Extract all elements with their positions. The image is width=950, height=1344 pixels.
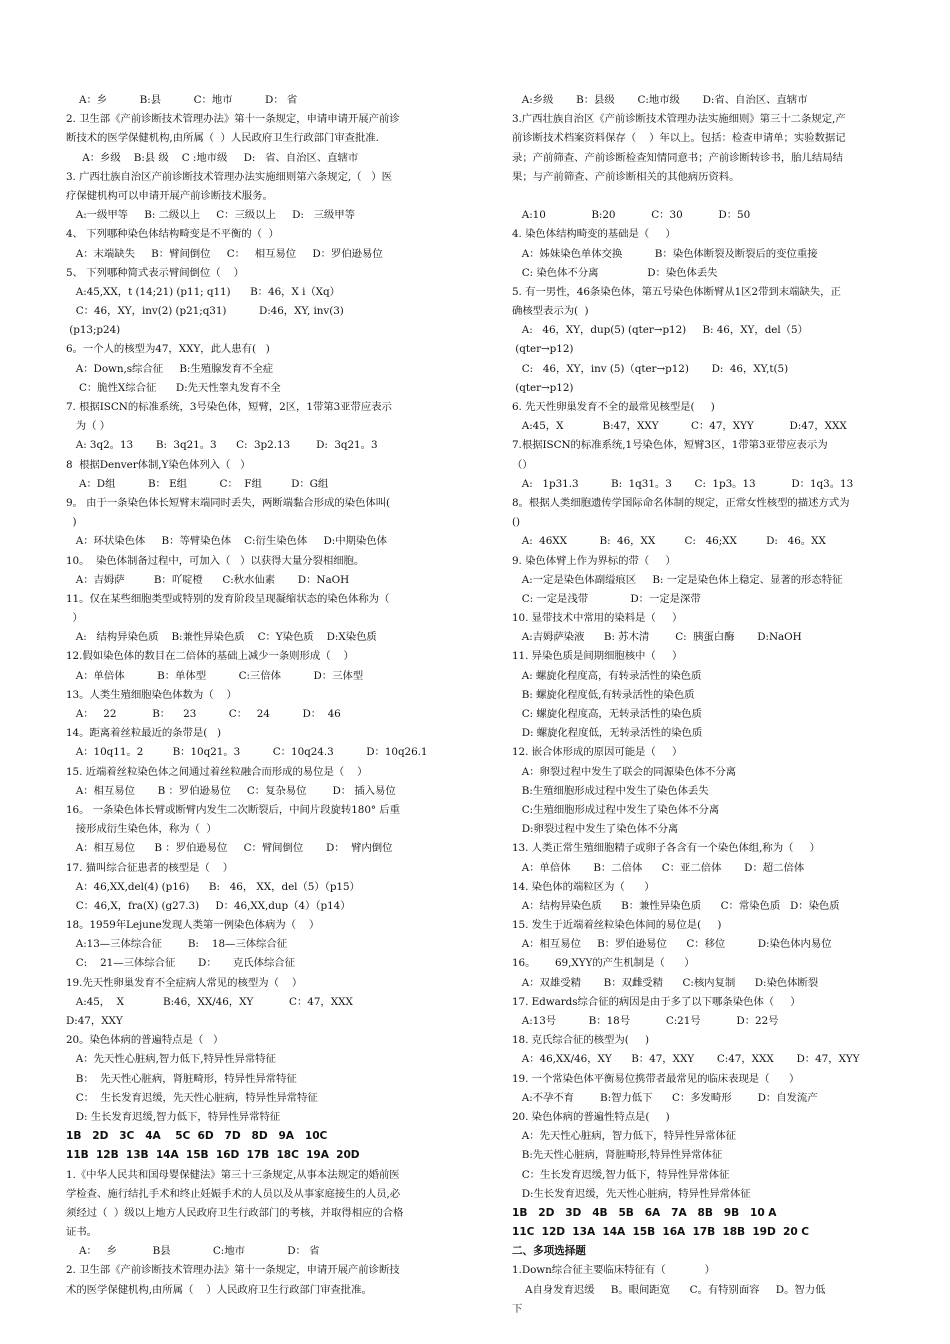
text-line: A：10q11。2 B：10q21。3 C：10q24.3 D：10q26.1 [66, 746, 428, 759]
text-line: C: 染色体不分离 D：染色体丢失 [512, 266, 718, 279]
text-line: 前诊断技术档案资料保存（ ）年以上。包括：检查申请单；实验数据记 [512, 132, 846, 145]
text-line: 12. 嵌合体形成的原因可能是（ ） [512, 746, 683, 759]
text-line: A:一定是染色体副缢痕区 B: 一定是染色体上稳定、显著的形态特征 [512, 573, 843, 586]
text-line: C： 生长发育迟缓，先天性心脏病，特异性异常特征 [66, 1091, 318, 1104]
text-line: 9. 染色体臂上作为界标的带（ ） [512, 554, 676, 567]
text-line: D:生长发育迟缓，先天性心脏病，特异性异常体征 [512, 1187, 751, 1200]
text-line: A：46,XX/46，XY B：47，XXY C:47，XXX D：47，XYY [512, 1053, 860, 1066]
text-line: B: 螺旋化程度低,有转录活性的染色质 [512, 688, 695, 701]
text-line: A：单倍体 B：单体型 C:三倍体 D：三体型 [66, 669, 364, 682]
text-line: 13。人类生殖细胞染色体数为（ ） [66, 688, 237, 701]
text-line: A：46,XX,del(4) (p16) B: 46， XX，del（5）（p15） [66, 880, 360, 893]
text-line: C：生长发育迟缓,智力低下，特异性异常体征 [512, 1168, 730, 1181]
text-line: A: 1p31.3 B: 1q31。3 C: 1p3。13 D：1q3。13 [512, 477, 854, 490]
text-line: 11。仅在某些细胞类型或特别的发育阶段呈现凝缩状态的染色体称为（ [66, 592, 390, 605]
text-line: A: 3q2。13 B: 3q21。3 C: 3p2.13 D: 3q21。3 [66, 439, 378, 452]
text-line: 8 根据Denver体制,Y染色体列入（ ） [66, 458, 251, 471]
text-line: A: 结构异染色质 B:兼性异染色质 C：Y染色质 D:X染色质 [66, 631, 377, 644]
text-line: 20。染色体病的普遍特点是（ ） [66, 1034, 224, 1047]
text-line: 8。根据人类细胞遗传学国际命名体制的规定，正常女性核型的描述方式为 [512, 496, 850, 509]
text-line: 14。距离着丝粒最近的条带是( ) [66, 727, 221, 740]
text-line: ) [66, 516, 77, 529]
text-line: A：双雄受精 B：双雌受精 C:核内复制 D:染色体断裂 [512, 976, 819, 989]
text-line: 13. 人类正常生殖细胞精子或卵子各含有一个染色体组,称为（ ） [512, 842, 820, 855]
text-line: A：乡级 B:县 级 C :地市级 D: 省、自治区、直辖市 [66, 151, 359, 164]
text-line: () [512, 516, 521, 529]
text-line: B:先天性心脏病，肾脏畸形,特异性异常体征 [512, 1149, 723, 1162]
text-line: A: 46XX B: 46，XX C: 46;XX D: 46。XX [512, 535, 826, 548]
text-line: 19.先天性卵巢发育不全症病人常见的核型为（ ） [66, 976, 303, 989]
text-line: D:卵裂过程中发生了染色体不分离 [512, 823, 679, 836]
text-line: (qter→p12) [512, 381, 574, 394]
text-line: C：脆性X综合征 D:先天性睾丸发育不全 [66, 381, 281, 394]
text-line: A：Down,s综合征 B:生殖腺发育不全症 [66, 362, 274, 375]
text-line: 二、多项选择题 [512, 1245, 586, 1258]
text-line: 须经过（ ）级以上地方人民政府卫生行政部门的考核，并取得相应的合格 [66, 1206, 404, 1219]
text-line: 学检查、施行结扎手术和终止妊娠手术的人员以及从事家庭接生的人员,必 [66, 1187, 401, 1200]
text-line: 7.根据ISCN的标准系统,1号染色体，短臂3区，1带第3亚带应表示为 [512, 439, 828, 452]
text-line: 19. 一个常染色体平衡易位携带者最常见的临床表现是（ ） [512, 1072, 800, 1085]
text-line: A：相互易位 B ：罗伯逊易位 C：复杂易位 D： 插入易位 [66, 784, 396, 797]
text-line: B:生殖细胞形成过程中发生了染色体丢失 [512, 784, 709, 797]
text-line: 14. 染色体的端粒区为（ ） [512, 880, 655, 893]
text-line: A：吉姆萨 B：吖啶橙 C:秋水仙素 D：NaOH [66, 573, 350, 586]
text-line: 2. 卫生部《产前诊断技术管理办法》第十一条规定，申请开展产前诊断技 [66, 1264, 400, 1277]
text-line: 20. 染色体病的普遍性特点是( ) [512, 1110, 670, 1123]
text-line: C: 螺旋化程度高，无转录活性的染色质 [512, 708, 702, 720]
text-line: 7. 根据ISCN的标准系统，3号染色体，短臂，2区，1带第3亚带应表示 [66, 401, 392, 413]
text-line: 4. 染色体结构畸变的基础是（ ） [512, 228, 676, 241]
text-line: C：46,X，fra(X) (g27.3) D：46,XX,dup（4）（p14） [66, 899, 351, 912]
text-line: 2. 卫生部《产前诊断技术管理办法》第十一条规定，申请申请开展产前诊 [66, 113, 400, 126]
right-column [512, 91, 912, 1319]
text-line: A： 22 B： 23 C： 24 D： 46 [66, 708, 341, 720]
text-line: A：卵裂过程中发生了联会的同源染色体不分离 [512, 765, 737, 778]
text-line: 证书。 [66, 1226, 98, 1239]
text-line: 17. 猫叫综合征患者的核型是（ ） [66, 861, 234, 874]
text-line: 15. 发生于近端着丝粒染色体间的易位是( ) [512, 919, 722, 932]
text-line: C: 46，XY，inv (5)（qter→p12) D: 46，XY,t(5) [512, 362, 789, 375]
text-line: A:45,XX，t (14;21) (p11; q11) B：46，X i（Xq） [66, 285, 340, 298]
text-line: A:一级甲等 B: 二级以上 C：三级以上 D: 三级甲等 [66, 209, 355, 222]
text-line: 下 [512, 1302, 523, 1315]
text-line: D: 生长发育迟缓,智力低下，特异性异常特征 [66, 1110, 281, 1123]
text-line: 果；与产前筛查、产前诊断相关的其他病历资料。 [512, 170, 740, 183]
text-line: 11B 12B 13B 14A 15B 16D 17B 18C 19A 20D [66, 1149, 360, 1162]
text-line: 18. 克氏综合征的核型为( ) [512, 1034, 649, 1047]
text-line: C:生殖细胞形成过程中发生了染色体不分离 [512, 803, 720, 816]
text-line: A：结构异染色质 B：兼性异染色质 C：常染色质 D：染色质 [512, 899, 840, 912]
text-line: C: 21—三体综合征 D： 克氏体综合征 [66, 957, 295, 970]
text-line: (qter→p12) [512, 343, 574, 356]
text-line [512, 187, 912, 206]
text-line: 1B 2D 3C 4A 5C 6D 7D 8D 9A 10C [66, 1130, 328, 1143]
text-line: 断技术的医学保健机构,由所属（ ）人民政府卫生行政部门审查批准. [66, 132, 379, 145]
text-line: A：先天性心脏病，智力低下，特异性异常体征 [512, 1130, 737, 1143]
text-line: 6. 先天性卵巢发育不全的最常见核型是( ) [512, 401, 715, 413]
text-line: 17. Edwards综合征的病因是由于多了以下哪条染色体（ ） [512, 995, 801, 1008]
text-line: A：环状染色体 B：等臂染色体 C:衍生染色体 D:中期染色体 [66, 535, 387, 548]
text-line: A:45，X B:47，XXY C：47，XYY D:47，XXX [512, 420, 847, 433]
text-line: A: 螺旋化程度高，有转录活性的染色质 [512, 669, 702, 682]
text-line: （） [512, 458, 533, 471]
text-line: A自身发育迟缓 B。眼间距宽 C。有特别面容 D。智力低 [512, 1283, 826, 1296]
text-line: C: 一定是浅带 D：一定是深带 [512, 592, 701, 605]
text-line: C：46，XY，inv(2) (p21;q31) D:46，XY, inv(3) [66, 305, 344, 318]
text-line: A：D组 B： E组 C： F组 D：G组 [66, 477, 329, 490]
text-line: 确核型表示为( ) [512, 305, 589, 318]
text-line: A:乡级 B：县级 C:地市级 D:省、自治区、直辖市 [512, 94, 808, 106]
left-column [66, 91, 466, 1300]
text-line: 疗保健机构可以申请开展产前诊断技术服务。 [66, 189, 273, 202]
text-line: A:13号 B：18号 C:21号 D：22号 [512, 1015, 779, 1027]
text-line: A：相互易位 B：罗伯逊易位 C：移位 D:染色体内易位 [512, 938, 832, 951]
text-line: 16。 69,XYY的产生机制是（ ） [512, 957, 695, 970]
text-line: 9。 由于一条染色体长短臂末端同时丢失，两断端黏合形成的染色体叫( [66, 496, 391, 509]
text-line: D:47，XXY [66, 1015, 123, 1027]
text-line: 5. 有一男性，46条染色体，第五号染色体断臂从1区2带到末端缺失，正 [512, 285, 841, 298]
text-line: 3. 广西壮族自治区产前诊断技术管理办法实施细则第六条规定,（ ）医 [66, 170, 392, 183]
text-line: A: 46，XY，dup(5) (qter→p12) B: 46，XY，del（5） [512, 324, 808, 337]
text-line: A：末端缺失 B：臂间倒位 C： 相互易位 D：罗伯逊易位 [66, 247, 383, 260]
text-line: A:10 B:20 C：30 D：50 [512, 209, 751, 222]
text-line: D: 螺旋化程度低，无转录活性的染色质 [512, 727, 703, 740]
text-line: 1.Down综合征主要临床特征有（ ） [512, 1264, 715, 1277]
text-line: 6。一个人的核型为47，XXY，此人患有( ) [66, 343, 270, 356]
text-line: A:45， X B:46，XX/46，XY C：47，XXX [66, 995, 353, 1008]
text-line: 接形成衍生染色体，称为（ ） [66, 823, 217, 836]
text-line: 4、 下列哪种染色体结构畸变是不平衡的（ ） [66, 228, 279, 241]
text-line: (p13;p24) [66, 324, 121, 337]
text-line: ） [66, 612, 83, 625]
text-line: A:吉姆萨染液 B: 苏木清 C: 胰蛋白酶 D:NaOH [512, 631, 802, 644]
text-line: 录；产前筛查、产前诊断检查知情同意书；产前诊断转诊书，胎儿结局结 [512, 151, 843, 164]
text-line: 15. 近端着丝粒染色体之间通过着丝粒融合而形成的易位是（ ） [66, 765, 368, 778]
text-line: A：先天性心脏病,智力低下,特异性异常特征 [66, 1053, 276, 1066]
text-line: 为（ ） [66, 420, 111, 433]
text-line: A：相互易位 B ：罗伯逊易位 C：臂间倒位 D： 臂内倒位 [66, 842, 393, 855]
text-line: A：姊妹染色单体交换 B：染色体断裂及断裂后的变位重接 [512, 247, 818, 260]
text-line: 11. 异染色质是间期细胞核中（ ） [512, 650, 683, 663]
text-line: 1B 2D 3D 4B 5B 6A 7A 8B 9B 10 A [512, 1206, 777, 1219]
text-line: 16。 一条染色体长臂或断臂内发生二次断裂后，中间片段旋转180° 后重 [66, 803, 400, 816]
text-line: 10。 染色体制备过程中，可加入（ ）以获得大量分裂相细胞。 [66, 554, 365, 567]
text-line: 5、 下列哪种简式表示臂间倒位（ ） [66, 266, 244, 279]
text-line: 10. 显带技术中常用的染料是（ ） [512, 612, 683, 625]
text-line: 18。1959年Lejune发现人类第一例染色体病为（ ） [66, 919, 320, 932]
text-line: A:13—三体综合征 B: 18—三体综合征 [66, 938, 288, 951]
text-line: A： 乡 B县 C:地市 D： 省 [66, 1245, 320, 1258]
text-line: 3.广西壮族自治区《产前诊断技术管理办法实施细则》第三十二条规定,产 [512, 113, 846, 126]
text-line: 术的医学保健机构,由所属（ ）人民政府卫生行政部门审查批准。 [66, 1283, 372, 1296]
text-line: 11C 12D 13A 14A 15B 16A 17B 18B 19D 20 C [512, 1226, 810, 1239]
text-line: 1.《中华人民共和国母婴保健法》第三十三条规定,从事本法规定的婚前医 [66, 1168, 400, 1181]
text-line: A：单倍体 B：二倍体 C：亚二倍体 D：超二倍体 [512, 861, 805, 874]
text-line: A:不孕不育 B:智力低下 C：多发畸形 D：自发流产 [512, 1091, 818, 1104]
text-line: A：乡 B:县 C：地市 D： 省 [66, 94, 298, 106]
text-line: B： 先天性心脏病，肾脏畸形，特异性异常特征 [66, 1072, 297, 1085]
text-line: 12.假如染色体的数目在二倍体的基础上减少一条则形成（ ） [66, 650, 354, 663]
